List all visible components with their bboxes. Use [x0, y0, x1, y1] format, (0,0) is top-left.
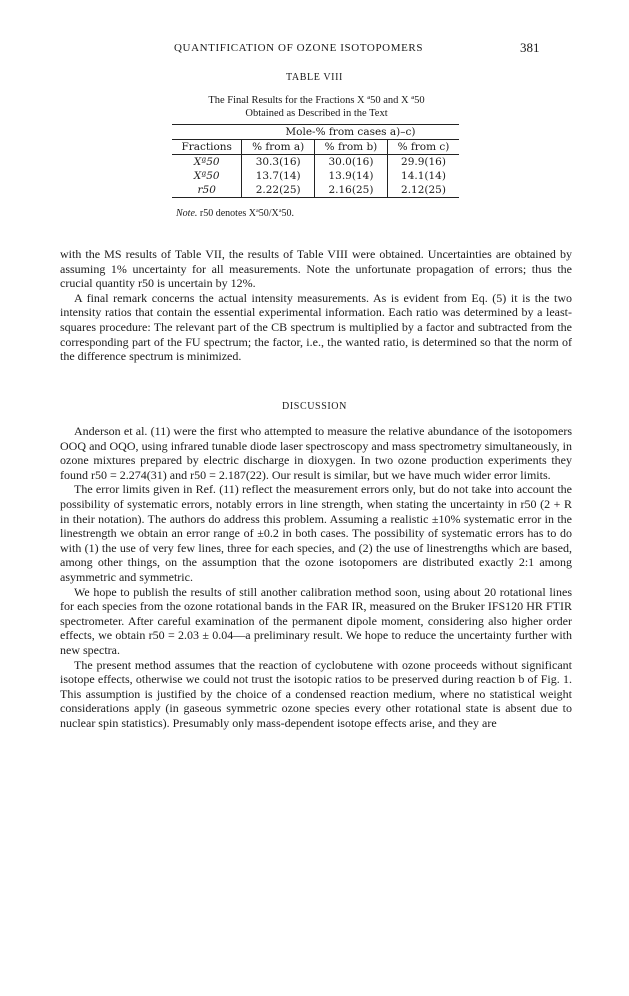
column-header-from-c: % from c): [387, 140, 459, 155]
column-header-from-b: % from b): [314, 140, 387, 155]
table-row: [172, 155, 459, 170]
table-row: [172, 169, 459, 183]
table-cell: 13.7(14): [242, 169, 315, 183]
table-column-header-row: [172, 140, 459, 155]
table-group-header: Mole-% from cases a)–c): [285, 126, 416, 138]
table-caption: [150, 94, 483, 120]
table-row: [172, 183, 459, 198]
table-cell: 2.16(25): [314, 183, 387, 198]
results-table: [172, 124, 459, 198]
paragraph: The present method assumes that the reaction of cyclobutene with ozone proceeds without significant isotope effects, otherwise we could not trust the isotopic ratios to be preserved during reaction b of Fig. 1. This assumption is justified by the choice of a condensed reaction medium, where no statistical weight considerations apply (in gaseous symmetric ozone species every other rotational state is absent due to nuclear spin statistics). Presumably only mass-dependent isotope effects arise, and they are: [60, 657, 572, 730]
table-label: TABLE VIII: [286, 72, 343, 83]
running-head: QUANTIFICATION OF OZONE ISOTOPOMERS: [174, 42, 424, 54]
paragraph: Anderson et al. (11) were the first who attempted to measure the relative abundance of the isotopomers OOQ and OQO, using infrared tunable diode laser spectroscopy and mass spectrometry simultaneously, in ozone mixtures prepared by electric discharge in dioxygen. In two ozone production experiments they found r50 = 2.274(31) and r50 = 2.187(22). Our result is similar, but we have much wider error limits.: [60, 424, 572, 482]
row-label: Xª50: [172, 155, 242, 170]
table-caption-line-1: The Final Results for the Fractions X ª50 and X ª50: [208, 95, 425, 106]
table-note: [176, 208, 294, 219]
table-cell: 29.9(16): [387, 155, 459, 170]
table-caption-line-2: Obtained as Described in the Text: [245, 108, 388, 119]
discussion-paragraphs: [60, 424, 572, 730]
table-corner-cell: [172, 125, 242, 140]
table-note-text: r50 denotes Xª50/Xª50.: [199, 208, 295, 219]
section-heading: DISCUSSION: [282, 401, 347, 412]
table-group-header-row: [172, 125, 459, 140]
table-cell: 2.22(25): [242, 183, 315, 198]
row-label: r50: [172, 183, 242, 198]
paragraph: A final remark concerns the actual intensity measurements. As is evident from Eq. (5) it is the two intensity ratios that contain the essential experimental information. Each ratio was determined by a least-squares procedure: The relevant part of the CB spectrum is multiplied by a factor and subtracted from the corresponding part of the FU spectrum; the factor, i.e., the wanted ratio, is determined so that the norm of the difference spectrum is minimized.: [60, 290, 572, 364]
page-number: 381: [520, 40, 540, 55]
row-label: Xª50: [172, 169, 242, 183]
table-cell: 30.3(16): [242, 155, 315, 170]
table-note-label: Note.: [176, 208, 198, 219]
table-cell: 13.9(14): [314, 169, 387, 183]
paragraph: with the MS results of Table VII, the results of Table VIII were obtained. Uncertainties are obtained by assuming 1% uncertainty for all measurements. Note the unfortunate propagation of errors; thus the crucial quantity r50 is uncertain by 12%.: [60, 247, 572, 291]
results-paragraphs: [60, 247, 572, 364]
paragraph: The error limits given in Ref. (11) reflect the measurement errors only, but do not take into account the possibility of systematic errors, notably errors in line strength, when stating the uncertainty in r50 (2 + R in their notation). The authors do address this problem. Assuming a realistic ±10% systematic error in the linestrength we obtain an error range of ±0.2 in both cases. The possibility of systematic errors has to do with (1) the use of very few lines, three for each species, and (2) the use of linestrengths which are based, among other things, on the assumption that the ozone isotopomers are distributed exactly 2:1 among asymmetric and symmetric.: [60, 482, 572, 584]
paragraph: We hope to publish the results of still another calibration method soon, using about 20 rotational lines for each species from the ozone rotational bands in the FAR IR, measured on the Bruker IFS120 HR FTIR spectrometer. After careful examination of the permanent dipole moment, considering also higher order effects, we obtain r50 = 2.03 ± 0.04—a preliminary result. We hope to reduce the uncertainty further with new spectra.: [60, 584, 572, 657]
table-cell: 14.1(14): [401, 170, 446, 182]
column-header-from-a: % from a): [242, 140, 315, 155]
column-header-fractions: Fractions: [172, 140, 242, 155]
table-cell: 2.12(25): [401, 184, 446, 196]
table-cell: 30.0(16): [314, 155, 387, 170]
